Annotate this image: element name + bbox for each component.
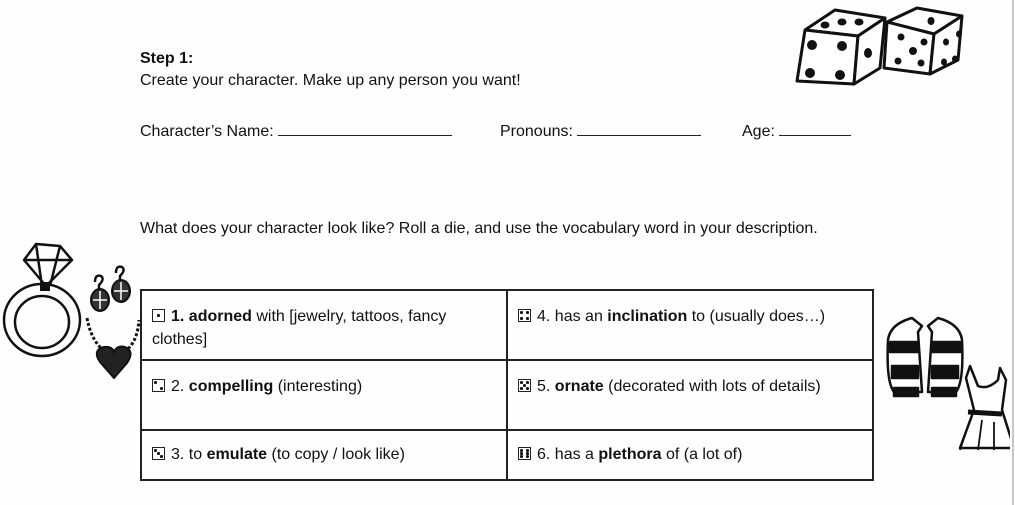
age-blank[interactable] (779, 122, 851, 136)
vocab-term: compelling (188, 378, 274, 395)
vocab-cell-4 (507, 290, 873, 360)
clothing-icon (880, 310, 1010, 460)
vocab-number: 5. (537, 378, 551, 395)
character-name-field[interactable] (140, 122, 452, 141)
table-row (141, 290, 873, 360)
vocab-definition: with [jewelry, tattoos, fancy clothes] (152, 308, 447, 348)
age-label: Age: (742, 123, 775, 140)
die-face-3-icon (152, 447, 165, 460)
vocab-term: plethora (598, 446, 662, 463)
vocab-definition: (to copy / look like) (267, 446, 405, 463)
vocab-definition: to (usually does…) (687, 308, 826, 325)
vocab-number: 1. (171, 308, 185, 325)
character-name-blank[interactable] (278, 122, 452, 136)
vocab-definition: (decorated with lots of details) (603, 378, 821, 395)
vocabulary-table (140, 289, 874, 481)
vocab-pre: has an (554, 308, 608, 325)
pronouns-blank[interactable] (577, 122, 701, 136)
vocab-number: 6. (537, 446, 551, 463)
step-description: Create your character. Make up any person you want! (140, 72, 521, 89)
die-face-1-icon (152, 309, 165, 322)
vocab-number: 3. (171, 446, 185, 463)
pronouns-field[interactable] (500, 122, 701, 141)
vocab-cell-3 (141, 430, 507, 480)
die-face-2-icon (152, 379, 165, 392)
vocab-term: inclination (607, 308, 688, 325)
vocab-term: ornate (554, 378, 604, 395)
die-face-5-icon (518, 379, 531, 392)
table-row (141, 430, 873, 480)
age-field[interactable] (742, 122, 851, 141)
vocab-definition: (interesting) (273, 378, 363, 395)
vocab-definition: of (a lot of) (661, 446, 743, 463)
pronouns-label: Pronouns: (500, 123, 573, 140)
vocab-number: 2. (171, 378, 185, 395)
table-row (141, 360, 873, 430)
die-face-6-icon (518, 447, 531, 460)
vocab-cell-1 (141, 290, 507, 360)
instructions-question: What does your character look like? Roll a die, and use the vocabulary word in your description. (140, 220, 818, 237)
vocab-pre: has a (554, 446, 599, 463)
vocab-number: 4. (537, 308, 551, 325)
vocab-pre: to (188, 446, 207, 463)
character-name-label: Character’s Name: (140, 123, 274, 140)
step-title: Step 1: (140, 50, 194, 67)
vocab-term: emulate (206, 446, 268, 463)
vocab-cell-2 (141, 360, 507, 430)
vocab-cell-5 (507, 360, 873, 430)
vocab-term: adorned (188, 308, 252, 325)
dice-icon (780, 2, 970, 87)
jewelry-icon (2, 240, 142, 390)
vocab-cell-6 (507, 430, 873, 480)
die-face-4-icon (518, 309, 531, 322)
page-edge-line (1012, 0, 1014, 505)
